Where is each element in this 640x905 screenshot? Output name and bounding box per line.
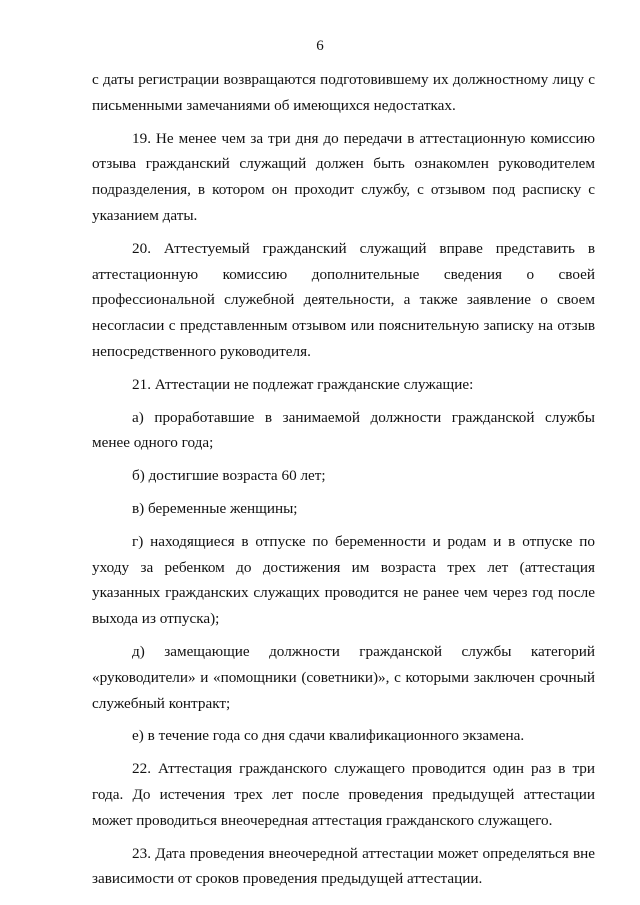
paragraph-21: 21. Аттестации не подлежат гражданские служащие: <box>132 375 474 393</box>
paragraph-22: 22. Аттестация гражданского служащего проводится один раз в три года. До истечения трех лет после проведения предыдущей аттестации может проводиться внеочередная аттестация гражданского служащего. <box>92 760 595 829</box>
document-body <box>92 67 595 892</box>
list-item-g: г) находящиеся в отпуске по беременности и родам и в отпуске по уходу за ребенком до достижения им возраста трех лет (аттестация указанных гражданских служащих проводится не ранее чем через год после выхода из отпуска); <box>92 532 595 628</box>
paragraph-23: 23. Дата проведения внеочередной аттестации может определяться вне зависимости от сроков проведения предыдущей аттестации. <box>92 844 595 888</box>
list-item-a: а) проработавшие в занимаемой должности гражданской службы менее одного года; <box>92 408 595 452</box>
list-item-d: д) замещающие должности гражданской службы категорий «руководители» и «помощники (советники)», с которыми заключен срочный служебный контракт; <box>92 642 595 712</box>
paragraph-19: 19. Не менее чем за три дня до передачи в аттестационную комиссию отзыва гражданский служащий должен быть ознакомлен руководителем подразделения, в котором он проходит службу, с отзывом под расписку с указанием даты. <box>92 129 595 224</box>
paragraph-continuation: с даты регистрации возвращаются подготовившему их должностному лицу с письменными замечаниями об имеющихся недостатках. <box>92 71 595 114</box>
list-item-v: в) беременные женщины; <box>132 499 298 517</box>
list-item-b: б) достигшие возраста 60 лет; <box>132 467 326 485</box>
paragraph-20: 20. Аттестуемый гражданский служащий вправе представить в аттестационную комиссию дополнительные сведения о своей профессиональной служебной деятельности, а также заявление о своем несогласии с представленным отзывом или пояснительную записку на отзыв непосредственного руководителя. <box>92 239 595 360</box>
list-item-e: е) в течение года со дня сдачи квалификационного экзамена. <box>132 727 525 745</box>
page-number: 6 <box>316 38 324 54</box>
